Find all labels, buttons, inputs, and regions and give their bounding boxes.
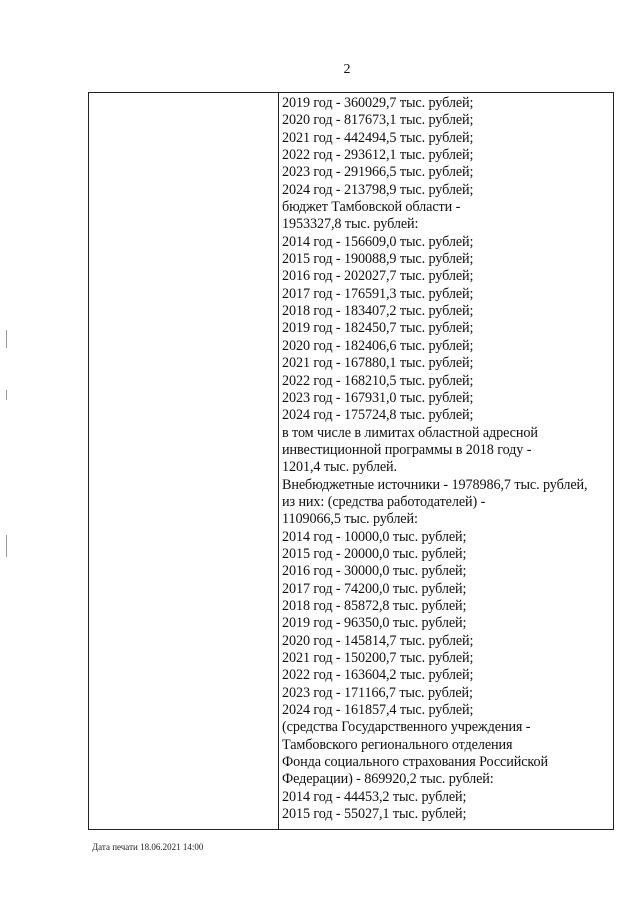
funding-line: 2014 год - 10000,0 тыс. рублей; xyxy=(282,528,467,545)
funding-line: (средства Государственного учреждения - xyxy=(282,719,531,736)
funding-line: 2020 год - 182406,6 тыс. рублей; xyxy=(282,337,474,354)
funding-line: 2020 год - 817673,1 тыс. рублей; xyxy=(282,112,474,129)
funding-line: Фонда социального страхования Российской xyxy=(282,754,548,771)
funding-line: 2015 год - 20000,0 тыс. рублей; xyxy=(282,545,467,562)
column-divider xyxy=(278,93,279,829)
funding-line: 1109066,5 тыс. рублей: xyxy=(282,511,418,528)
funding-line: 1201,4 тыс. рублей. xyxy=(282,459,397,476)
funding-line: Внебюджетные источники - 1978986,7 тыс. рублей, xyxy=(282,476,588,493)
funding-line: 2020 год - 145814,7 тыс. рублей; xyxy=(282,632,474,649)
table-left-cell xyxy=(89,93,278,829)
document-table xyxy=(88,92,614,830)
funding-line: 2024 год - 213798,9 тыс. рублей; xyxy=(282,181,474,198)
funding-line: 2016 год - 30000,0 тыс. рублей; xyxy=(282,563,467,580)
print-date-footer: Дата печати 18.06.2021 14:00 xyxy=(92,842,204,852)
funding-line: 2017 год - 74200,0 тыс. рублей; xyxy=(282,580,467,597)
funding-line: из них: (средства работодателей) - xyxy=(282,493,486,510)
funding-line: 2019 год - 182450,7 тыс. рублей; xyxy=(282,320,474,337)
funding-line: 2021 год - 442494,5 тыс. рублей; xyxy=(282,129,474,146)
funding-line: бюджет Тамбовской области - xyxy=(282,199,461,216)
funding-line: 2018 год - 85872,8 тыс. рублей; xyxy=(282,597,467,614)
funding-line: 2016 год - 202027,7 тыс. рублей; xyxy=(282,268,474,285)
funding-line: 2024 год - 175724,8 тыс. рублей; xyxy=(282,407,474,424)
funding-line: инвестиционной программы в 2018 году - xyxy=(282,441,532,458)
funding-line: Тамбовского регионального отделения xyxy=(282,736,513,753)
funding-line: 2022 год - 293612,1 тыс. рублей; xyxy=(282,147,474,164)
scan-edge-marks xyxy=(6,330,7,560)
funding-line: 2014 год - 44453,2 тыс. рублей; xyxy=(282,788,467,805)
funding-line: 1953327,8 тыс. рублей: xyxy=(282,216,419,233)
funding-line: 2017 год - 176591,3 тыс. рублей; xyxy=(282,285,474,302)
funding-line: 2015 год - 55027,1 тыс. рублей; xyxy=(282,806,467,823)
funding-line: 2022 год - 163604,2 тыс. рублей; xyxy=(282,667,474,684)
funding-line: 2015 год - 190088,9 тыс. рублей; xyxy=(282,251,474,268)
funding-line: Федерации) - 869920,2 тыс. рублей: xyxy=(282,771,494,788)
funding-line: в том числе в лимитах областной адресной xyxy=(282,424,538,441)
funding-line: 2022 год - 168210,5 тыс. рублей; xyxy=(282,372,474,389)
funding-line: 2014 год - 156609,0 тыс. рублей; xyxy=(282,233,474,250)
page-number: 2 xyxy=(343,62,351,77)
funding-line: 2019 год - 96350,0 тыс. рублей; xyxy=(282,615,467,632)
funding-line: 2023 год - 291966,5 тыс. рублей; xyxy=(282,164,474,181)
funding-line: 2021 год - 150200,7 тыс. рублей; xyxy=(282,650,474,666)
funding-line: 2021 год - 167880,1 тыс. рублей; xyxy=(282,355,474,372)
table-right-cell xyxy=(282,95,610,823)
funding-line: 2019 год - 360029,7 тыс. рублей; xyxy=(282,95,474,111)
funding-line: 2023 год - 167931,0 тыс. рублей; xyxy=(282,389,474,406)
funding-line: 2018 год - 183407,2 тыс. рублей; xyxy=(282,303,474,320)
funding-line: 2024 год - 161857,4 тыс. рублей; xyxy=(282,702,474,719)
funding-line: 2023 год - 171166,7 тыс. рублей; xyxy=(282,684,473,701)
